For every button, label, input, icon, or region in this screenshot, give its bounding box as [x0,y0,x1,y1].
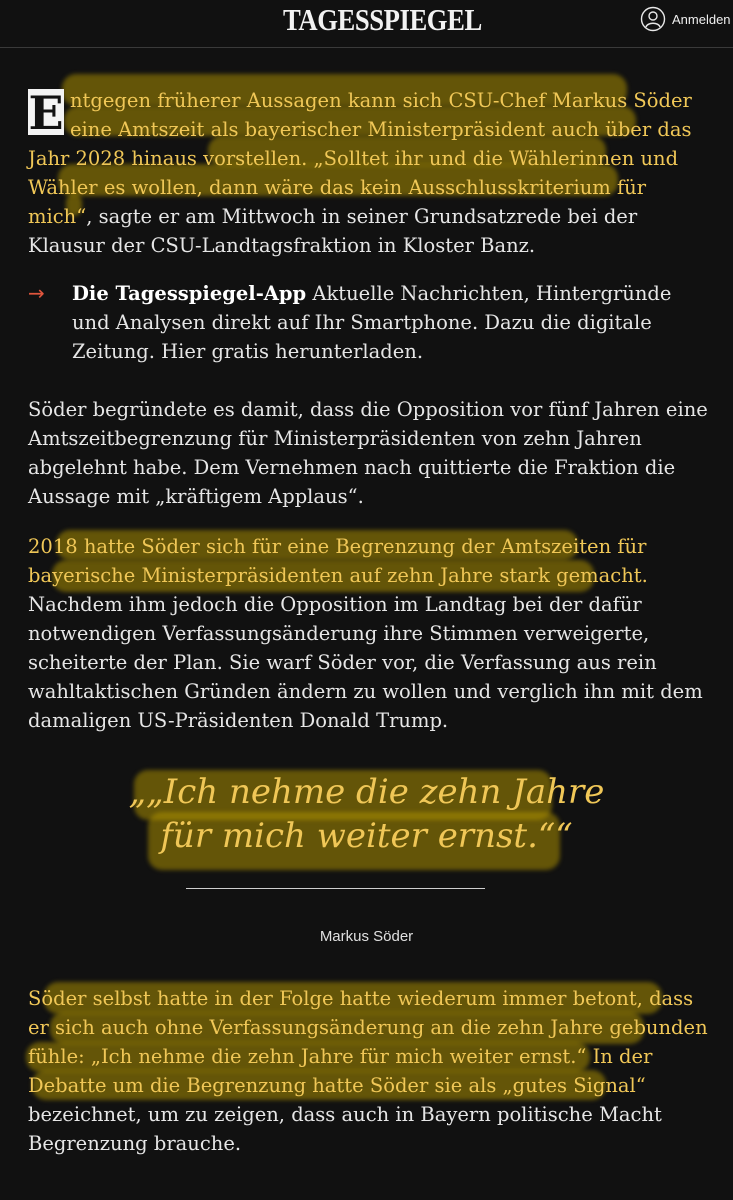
paragraph-text: bezeichnet, um zu zeigen, dass auch in Bayern politische Macht Begrenzung brauche. [28,1103,662,1155]
article-paragraph: Söder begründete es damit, dass die Opposition vor fünf Jahren eine Amtszeitbegrenzung für Ministerpräsidenten von zehn Jahren abgelehnt habe. Dem Vernehmen nach quittierte die Fraktion die Aussage mit „kräftigem Applaus“. [28,398,708,508]
site-header [0,0,733,48]
paragraph-text: , sagte er am Mittwoch in seiner Grundsatzrede bei der Klausur der CSU-Landtagsfraktion in Kloster Banz. [28,205,638,257]
quote-author: Markus Söder [319,928,414,945]
article-paragraph [28,86,708,260]
quote-line: für mich weiter ernst.““ [160,816,573,856]
drop-cap: E [28,86,64,140]
highlighted-text: Söder selbst hatte in der Folge hatte wiederum immer betont, dass er sich auch ohne Verfassungsänderung an die zehn Jahre gebunden fühle: „Ich nehme die zehn Jahre für mich weiter ernst.“ In der Debatte um die Begrenzung hatte Söder sie als „gutes Signal“ [28,987,708,1097]
quote-divider [186,888,485,889]
user-icon [640,6,666,32]
highlighted-text: 2018 hatte Söder sich für eine Begrenzung der Amtszeiten für bayerische Ministerpräsidenten auf zehn Jahre stark gemacht. [28,535,648,587]
quote-line: „„Ich nehme die zehn Jahre [128,772,605,812]
site-logo[interactable]: TAGESSPIEGEL [283,2,482,37]
paragraph-text: Nachdem ihm jedoch die Opposition im Landtag bei der dafür notwendigen Verfassungsänderung ihre Stimmen verweigerte, scheiterte der Plan. Sie warf Söder vor, die Verfassung aus rein wahltaktischen Gründen ändern zu wollen und verglich ihn mit dem damaligen US-Präsidenten Donald Trump. [28,593,703,732]
promo-title: Die Tagesspiegel-App [72,282,307,305]
article-paragraph [28,532,708,735]
login-label: Anmelden [672,11,731,27]
article-paragraph [28,984,708,1158]
promo-body: Aktuelle Nachrichten, Hintergründe und Analysen direkt auf Ihr Smartphone. Dazu die digitale Zeitung. Hier gratis herunterladen. [72,282,672,363]
highlighted-text: ntgegen früherer Aussagen kann sich CSU-Chef Markus Söder eine Amtszeit als bayerischer Ministerpräsident auch über das Jahr 2028 hinaus vorstellen. „Solltet ihr und die Wählerinnen und Wähler es wollen, dann wäre das kein Ausschlusskriterium für mich“ [28,89,692,228]
login-button[interactable] [640,6,731,32]
arrow-right-icon: → [28,281,45,305]
pull-quote [100,770,633,858]
promo-text [72,279,672,366]
